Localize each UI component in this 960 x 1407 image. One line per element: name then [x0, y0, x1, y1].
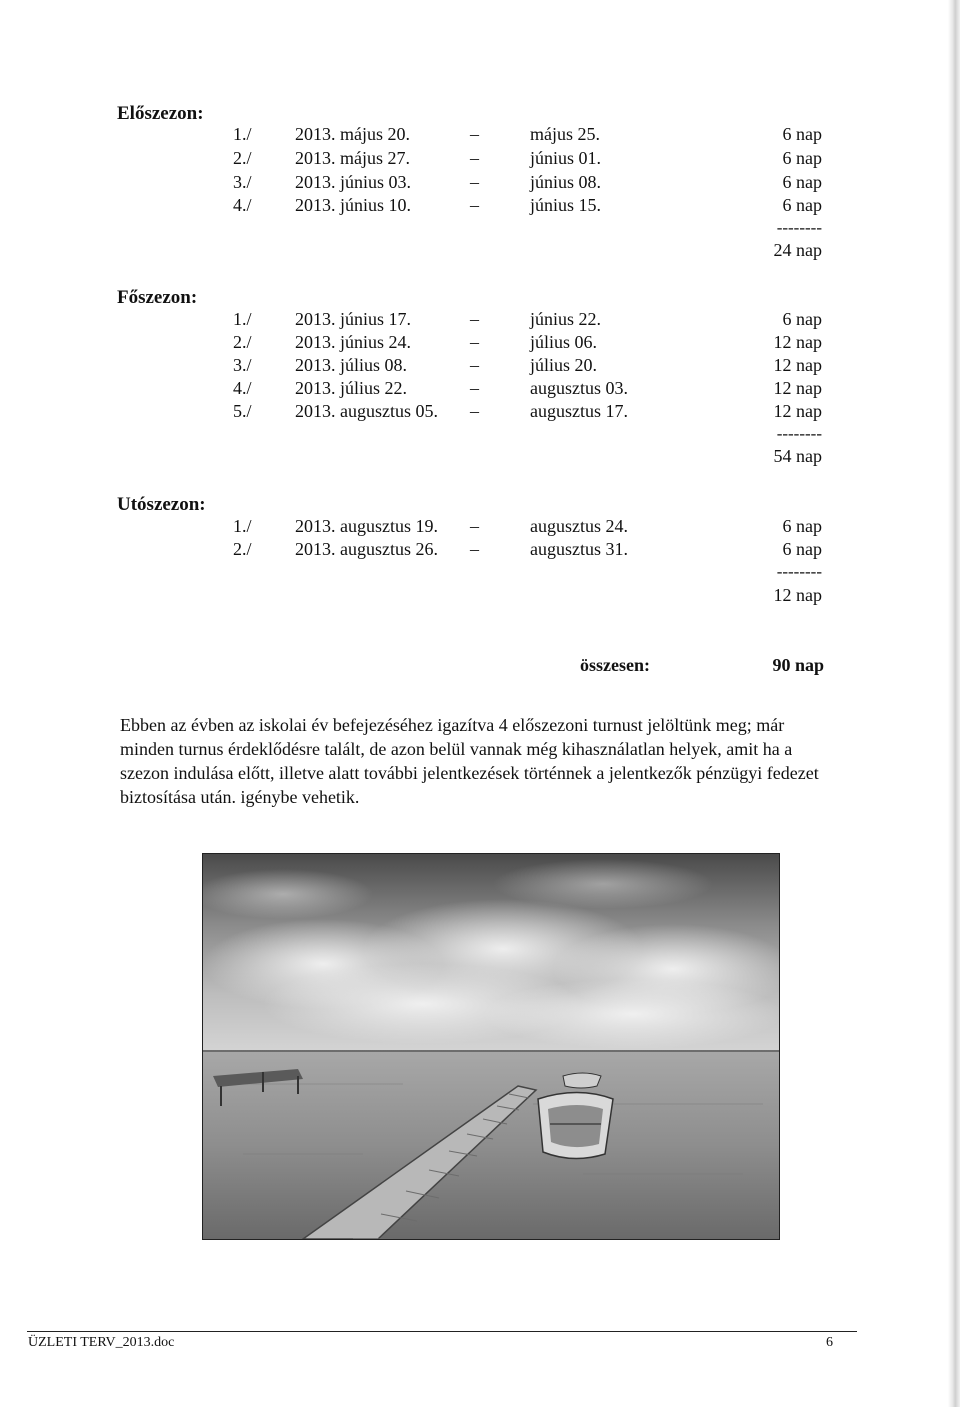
subtotal-divider: -------- [776, 562, 822, 581]
table-row [0, 195, 960, 218]
table-row [0, 355, 960, 378]
row-start-date: 2013. július 22. [295, 378, 408, 398]
section-title-preseason: Előszezon: [117, 103, 204, 124]
table-row [0, 148, 960, 171]
row-number: 3./ [233, 172, 252, 192]
row-end-date: augusztus 31. [530, 539, 628, 559]
row-end-date: augusztus 24. [530, 516, 628, 536]
subtotal-preseason: 24 nap [773, 240, 822, 260]
row-number: 2./ [233, 148, 252, 168]
row-start-date: 2013. június 24. [295, 332, 412, 352]
row-dash: – [470, 539, 479, 559]
row-number: 1./ [233, 309, 252, 329]
row-start-date: 2013. augusztus 05. [295, 401, 438, 421]
row-end-date: július 06. [530, 332, 598, 352]
row-dash: – [470, 309, 479, 329]
row-dash: – [470, 401, 479, 421]
row-start-date: 2013. május 20. [295, 124, 410, 144]
row-end-date: június 08. [530, 172, 602, 192]
lake-pier-photo [202, 853, 780, 1240]
subtotal-main-season: 54 nap [773, 446, 822, 466]
grand-total-value: 90 nap [772, 655, 824, 675]
row-days: 6 nap [782, 195, 822, 215]
row-number: 1./ [233, 124, 252, 144]
row-dash: – [470, 516, 479, 536]
row-number: 5./ [233, 401, 252, 421]
row-number: 3./ [233, 355, 252, 375]
row-days: 6 nap [782, 124, 822, 144]
row-end-date: augusztus 17. [530, 401, 628, 421]
table-row [0, 516, 960, 539]
row-days: 6 nap [782, 309, 822, 329]
table-row [0, 401, 960, 424]
row-start-date: 2013. július 08. [295, 355, 408, 375]
row-dash: – [470, 195, 479, 215]
row-end-date: július 20. [530, 355, 598, 375]
row-start-date: 2013. augusztus 19. [295, 516, 438, 536]
section-title-post-season: Utószezon: [117, 494, 206, 515]
row-dash: – [470, 124, 479, 144]
row-end-date: augusztus 03. [530, 378, 628, 398]
row-dash: – [470, 148, 479, 168]
row-days: 6 nap [782, 172, 822, 192]
row-end-date: június 22. [530, 309, 602, 329]
section-title-main-season: Főszezon: [117, 287, 198, 308]
row-days: 12 nap [773, 401, 822, 421]
table-row [0, 332, 960, 355]
subtotal-post-season: 12 nap [773, 585, 822, 605]
row-days: 12 nap [773, 355, 822, 375]
row-dash: – [470, 172, 479, 192]
row-dash: – [470, 332, 479, 352]
small-boat [563, 1073, 601, 1088]
table-row [0, 172, 960, 195]
table-row [0, 539, 960, 562]
row-start-date: 2013. augusztus 26. [295, 539, 438, 559]
row-number: 1./ [233, 516, 252, 536]
footer-filename: ÜZLETI TERV_2013.doc [28, 1335, 175, 1350]
row-days: 12 nap [773, 332, 822, 352]
table-row [0, 378, 960, 401]
footer-page-number: 6 [826, 1335, 833, 1350]
row-dash: – [470, 378, 479, 398]
row-days: 12 nap [773, 378, 822, 398]
grand-total-label: összesen: [580, 655, 650, 675]
row-dash: – [470, 355, 479, 375]
row-number: 4./ [233, 195, 252, 215]
lake-pier-illustration [203, 854, 779, 1239]
rowboat [538, 1093, 613, 1159]
row-number: 2./ [233, 332, 252, 352]
table-row [0, 124, 960, 147]
subtotal-divider: -------- [776, 424, 822, 443]
row-number: 2./ [233, 539, 252, 559]
row-end-date: június 15. [530, 195, 602, 215]
row-start-date: 2013. június 17. [295, 309, 412, 329]
row-days: 6 nap [782, 516, 822, 536]
table-row [0, 309, 960, 332]
footer-rule [27, 1331, 857, 1332]
subtotal-divider: -------- [776, 218, 822, 237]
row-days: 6 nap [782, 539, 822, 559]
row-start-date: 2013. május 27. [295, 148, 410, 168]
body-paragraph: Ebben az évben az iskolai év befejezéséhez igazítva 4 előszezoni turnust jelöltünk meg; már minden turnus érdeklődésre talált, de azon belül vannak még kihasználatlan helyek, amit ha a szezon indulása előtt, illetve alatt további jelentkezések történnek a jelentkezők pénzügyi fedezet biztosítása után. igénybe vehetik. [120, 715, 819, 807]
row-start-date: 2013. június 10. [295, 195, 412, 215]
row-end-date: május 25. [530, 124, 600, 144]
row-end-date: június 01. [530, 148, 602, 168]
row-start-date: 2013. június 03. [295, 172, 412, 192]
row-days: 6 nap [782, 148, 822, 168]
row-number: 4./ [233, 378, 252, 398]
